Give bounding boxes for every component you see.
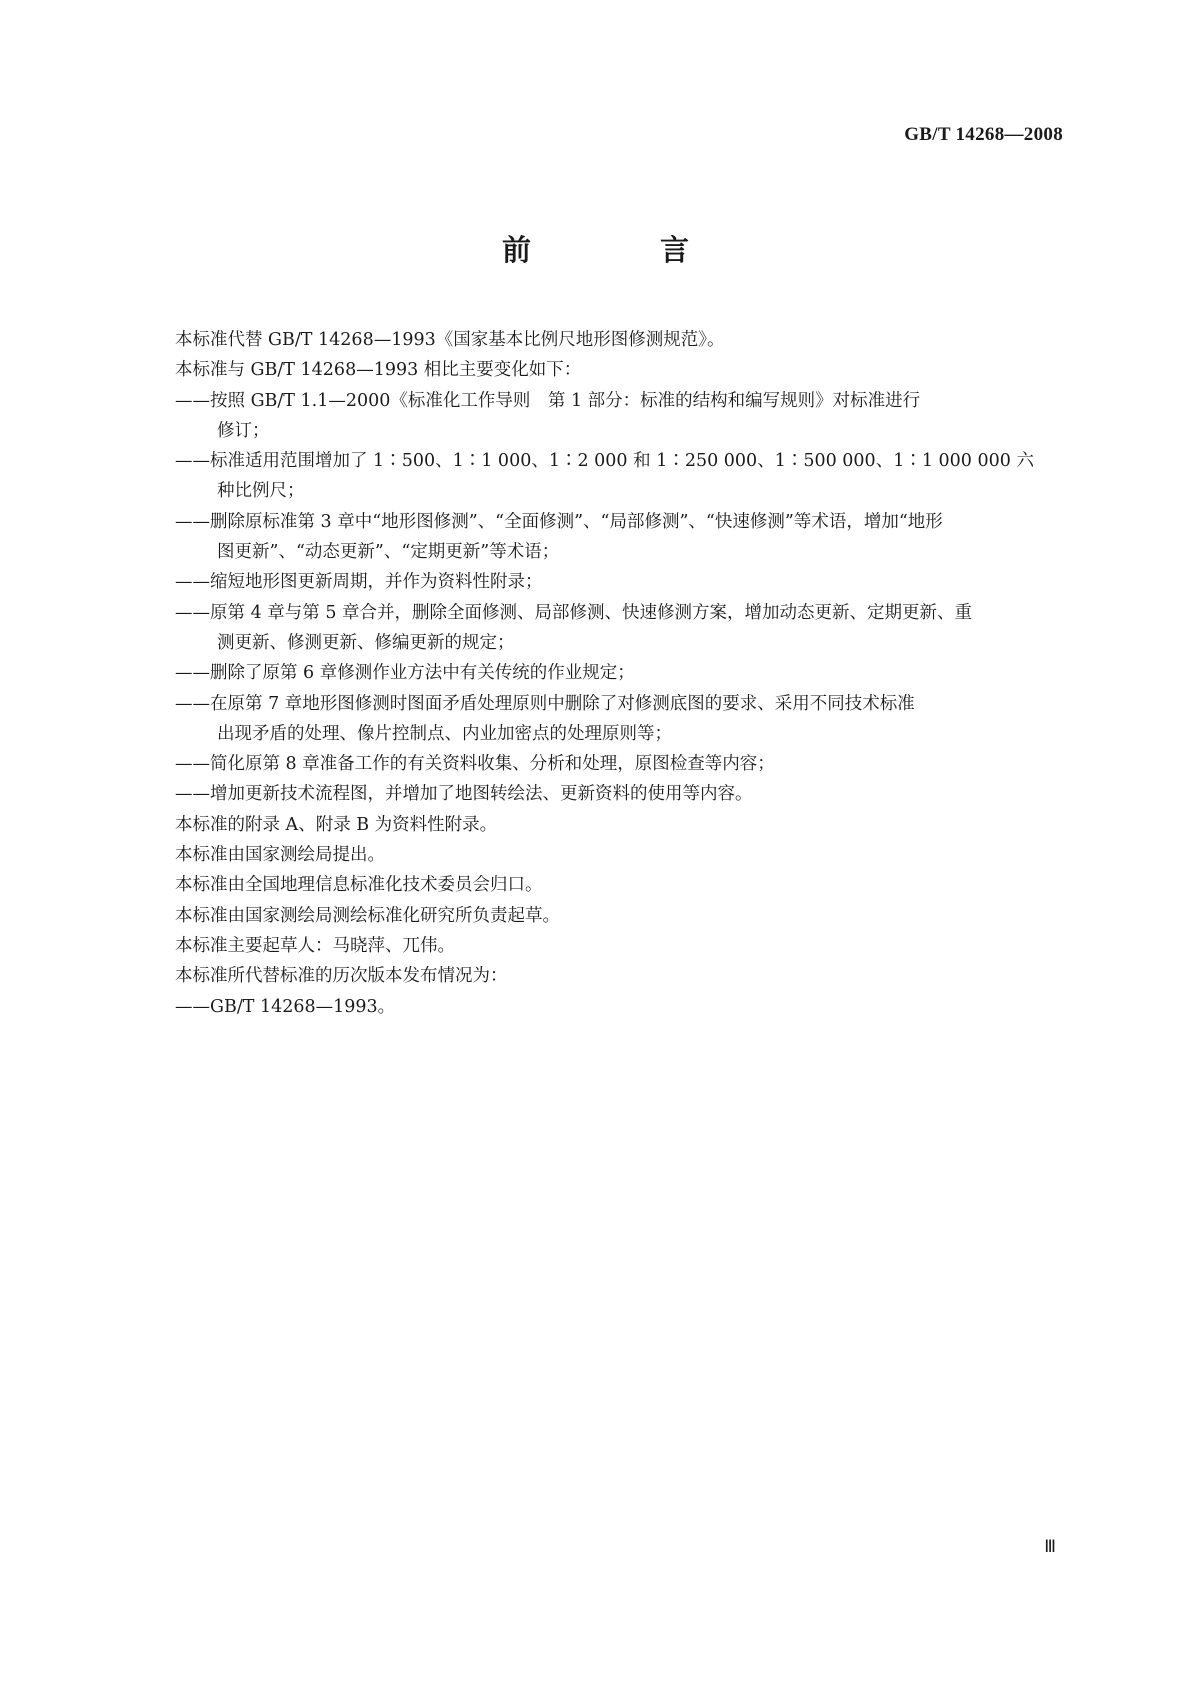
- standard-code: GB/T 14268—2008: [904, 124, 1063, 145]
- paragraph: 本标准由全国地理信息标准化技术委员会归口。: [175, 875, 543, 896]
- change-item: [175, 779, 1060, 809]
- change-item-continuation: 出现矛盾的处理、像片控制点、内业加密点的处理原则等；: [217, 723, 672, 744]
- paragraph: 本标准由国家测绘局测绘标准化研究所负责起草。: [175, 905, 560, 926]
- change-item-text: ——标准适用范围增加了 1∶500、1∶1 000、1∶2 000 和 1∶250 000、1∶500 000、1∶1 000 000 六: [175, 451, 1034, 472]
- change-item-text: ——简化原第 8 章准备工作的有关资料收集、分析和处理，原图检查等内容；: [175, 754, 775, 775]
- paragraph: ——GB/T 14268—1993。: [175, 996, 396, 1017]
- change-item: [175, 507, 1060, 568]
- change-item-text: ——按照 GB/T 1.1—2000《标准化工作导则 第 1 部分：标准的结构和编写规则》对标准进行: [175, 390, 921, 411]
- change-item: [175, 689, 1060, 750]
- change-item-text: ——缩短地形图更新周期，并作为资料性附录；: [175, 572, 543, 593]
- paragraph: 本标准所代替标准的历次版本发布情况为：: [175, 966, 508, 987]
- document-body: [175, 325, 1060, 1022]
- change-item-continuation: 测更新、修测更新、修编更新的规定；: [217, 632, 515, 653]
- change-item-continuation: 修订；: [217, 420, 270, 441]
- change-item-text: ——增加更新技术流程图，并增加了地图转绘法、更新资料的使用等内容。: [175, 784, 753, 805]
- change-item-text: ——删除了原第 6 章修测作业方法中有关传统的作业规定；: [175, 663, 635, 684]
- change-item-text: ——在原第 7 章地形图修测时图面矛盾处理原则中删除了对修测底图的要求、采用不同技术标准: [175, 693, 915, 714]
- change-item: [175, 749, 1060, 779]
- change-item-text: ——删除原标准第 3 章中“地形图修测”、“全面修测”、“局部修测”、“快速修测”等术语，增加“地形: [175, 511, 943, 532]
- change-item: [175, 567, 1060, 597]
- paragraph: 本标准与 GB/T 14268—1993 相比主要变化如下：: [175, 360, 582, 381]
- page-number: Ⅲ: [1044, 1537, 1056, 1556]
- paragraph: 本标准由国家测绘局提出。: [175, 845, 385, 866]
- change-item: [175, 658, 1060, 688]
- change-item: [175, 446, 1060, 507]
- change-item-continuation: 图更新”、“动态更新”、“定期更新”等术语；: [217, 542, 560, 563]
- paragraph: 本标准代替 GB/T 14268—1993《国家基本比例尺地形图修测规范》。: [175, 330, 725, 350]
- paragraph: 本标准主要起草人：马晓萍、兀伟。: [175, 935, 455, 956]
- change-item-text: ——原第 4 章与第 5 章合并，删除全面修测、局部修测、快速修测方案，增加动态更新、定期更新、重: [175, 602, 973, 623]
- paragraph: 本标准的附录 A、附录 B 为资料性附录。: [175, 814, 498, 835]
- change-item: [175, 386, 1060, 447]
- change-item-continuation: 种比例尺；: [217, 481, 305, 502]
- page-title: 前 言: [501, 233, 739, 267]
- change-item: [175, 598, 1060, 659]
